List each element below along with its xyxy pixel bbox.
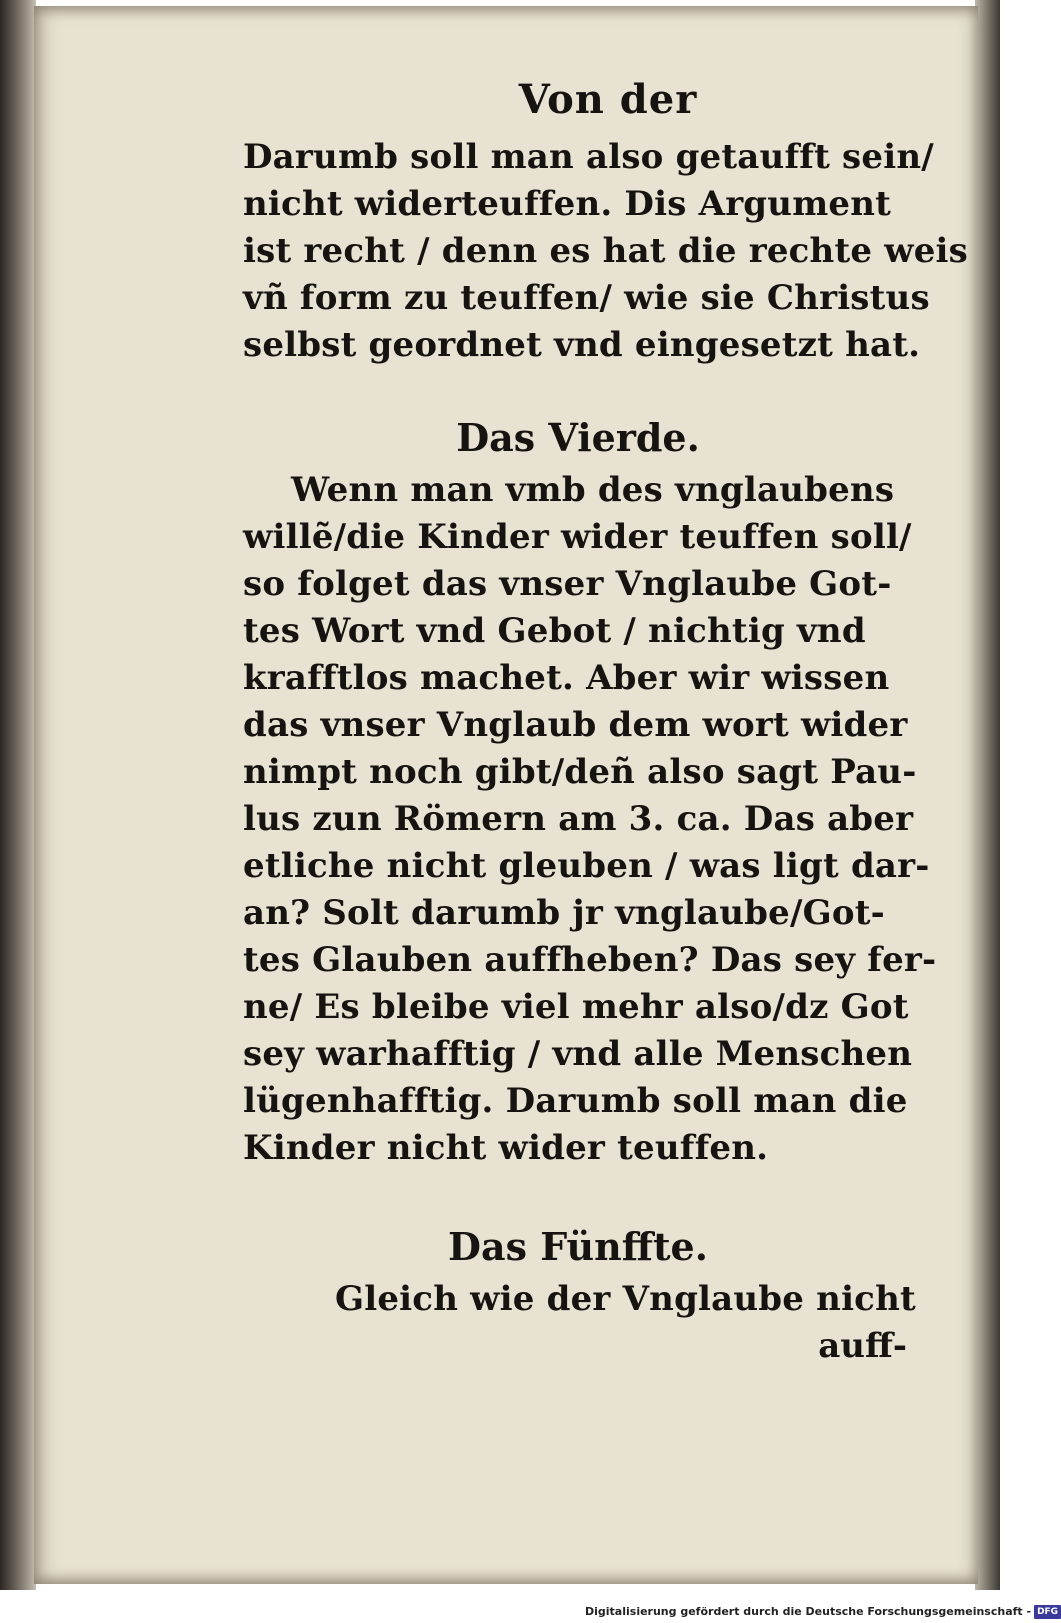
section-1 — [243, 134, 969, 369]
text-line: nimpt noch gibt/deñ also sagt Pau- — [243, 752, 917, 792]
text-line: etliche nicht gleuben / was ligt dar- — [243, 846, 930, 886]
text-line: an? Solt darumb jr vnglaube/Got- — [243, 893, 885, 933]
text-line: lus zun Römern am 3. ca. Das aber — [243, 799, 914, 839]
dfg-logo-icon: DFG — [1034, 1605, 1061, 1619]
running-head: Von der — [518, 76, 698, 123]
section-2 — [243, 467, 937, 1172]
text-line: so folget das vnser Vnglaube Got- — [243, 564, 892, 604]
credit-text: Digitalisierung gefördert durch die Deutsche Forschungsgemeinschaft - — [585, 1605, 1032, 1618]
digitization-credit — [585, 1600, 1059, 1623]
text-line: ist recht / denn es hat die rechte weis — [243, 231, 969, 271]
text-line: tes Glauben auffheben? Das sey fer- — [243, 940, 937, 980]
text-line: selbst geordnet vnd eingesetzt hat. — [243, 325, 921, 365]
text-line: lügenhafftig. Darumb soll man die — [243, 1081, 908, 1121]
page-text — [243, 70, 969, 1370]
text-line: ne/ Es bleibe viel mehr also/dz Got — [243, 987, 909, 1027]
text-line: nicht widerteuffen. Dis Argument — [243, 184, 892, 224]
text-line: krafftlos machet. Aber wir wissen — [243, 658, 890, 698]
section-3 — [243, 1276, 916, 1323]
text-line: sey warhafftig / vnd alle Menschen — [243, 1034, 913, 1074]
text-line: vñ form zu teuffen/ wie sie Christus — [243, 278, 930, 318]
text-line: Wenn man vmb des vnglaubens — [291, 470, 895, 510]
book-edge-right — [975, 0, 1000, 1590]
text-line: tes Wort vnd Gebot / nichtig vnd — [243, 611, 866, 651]
section-heading: Das Vierde. — [456, 415, 700, 460]
book-edge-left — [0, 0, 36, 1590]
text-line: willẽ/die Kinder wider teuffen soll/ — [243, 517, 912, 557]
section-heading: Das Fünffte. — [448, 1224, 708, 1269]
text-line: Kinder nicht wider teuffen. — [243, 1128, 769, 1168]
catchword: auff- — [818, 1326, 907, 1366]
text-line: Gleich wie der Vnglaube nicht — [335, 1279, 916, 1319]
text-line: das vnser Vnglaub dem wort wider — [243, 705, 908, 745]
text-line: Darumb soll man also getaufft sein/ — [243, 137, 934, 177]
